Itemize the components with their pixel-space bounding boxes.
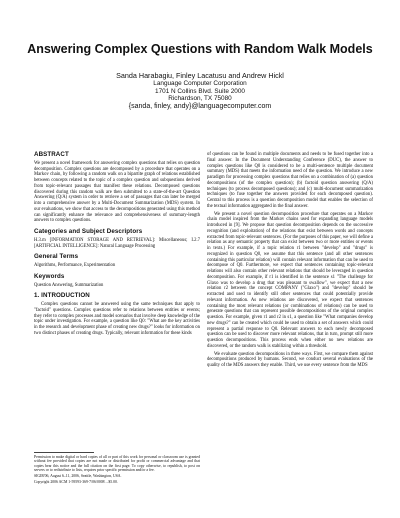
conference-text: SIGIR'06, August 6–11, 2006, Seattle, Washington, USA.: [34, 474, 122, 479]
author-names: Sanda Harabagiu, Finley Lacatusu and Andrew Hickl: [116, 71, 284, 80]
permission-text: Permission to make digital or hard copies of all or part of this work for personal or classroom use is granted without fee provided that copies are not made or distributed for profit or commercial advantage and that copies bear this notice and the full citation on the first page. To copy otherwise, to republish, to post on servers or to redistribute to lists, requires prior specific permission and/or a fee.: [34, 455, 200, 473]
address-line-1: 1701 N Collins Blvd. Suite 2000: [155, 87, 245, 95]
general-terms-heading: General Terms: [34, 253, 79, 261]
copyright-text: Copyright 2006 ACM 1-59593-369-7/06/0008 ...$5.00.: [34, 480, 118, 485]
author-block: [20, 72, 380, 110]
keywords-heading: Keywords: [34, 272, 65, 280]
paper-title: Answering Complex Questions with Random Walk Models: [27, 42, 373, 56]
paragraph-1: of questions can be found in multiple documents and needs to be fused together into a final answer. In the Document Understanding Conference (DUC), the answer to complex questions like Q0 is considered to be a multi-sentence multiple document summary (MDS) that meets the information need of the question. We introduce a new paradigm for processing complex questions that relies on a combination of (a) question decompositions (of the complex question); (b) factoid question answering (Q/A) techniques (to process decomposed questions); and (c) multi-document summarization techniques (to fuse together the answers provided for each decomposed question). Central to this process is a question decomposition model that enables the selection of the textual information aggregated in the final answer.: [207, 152, 373, 209]
author-email: {sanda, finley, andy}@languagecomputer.com: [128, 103, 272, 111]
address-line-2: Richardson, TX 75080: [168, 94, 232, 102]
footnote-rule: [34, 452, 94, 453]
paragraph-3: We evaluate question decompositions in three ways. First, we compare them against decompositions produced by humans. Second, we conduct several evaluations of the quality of the MDS answers they enable. Third, we use every sentence from the MDS: [207, 351, 373, 368]
abstract-text: We present a novel framework for answering complex questions that relies on question decomposition. Complex questions are decomposed by a procedure that operates on a Markov chain, by following a random walk on a bipartite graph of relations established between concepts related to the topic of a complex question and subquestions derived from topic-relevant passages that manifest these relations. Decomposed questions discovered during this random walk are then submitted to a state-of-the-art Question Answering (Q/A) system in order to retrieve a set of passages that can later be merged into a comprehensive answer by a Multi-Document Summarization (MDS) system. In our evaluations, we show that access to the decompositions generated using this method can significantly enhance the relevance and comprehensiveness of summary-length answers to complex questions.: [34, 160, 200, 224]
introduction-heading: 1. INTRODUCTION: [34, 292, 90, 300]
categories-text: H.3.m [INFORMATION STORAGE AND RETRIEVAL]: Miscellaneous; I.2.7 [ARTIFICIAL INTELLIGENCE]: Natural Language Processing: [34, 237, 200, 249]
introduction-text: Complex questions cannot be answered using the same techniques that apply to "factoid" questions. Complex questions refer to relations between entities or events; they refer to complex processes and model scenarios that involve deep knowledge of the topic under investigation. For example, a question like Q0: "What are the key activities in the research and development phase of creating new drugs?" looks for information on two distinct phases of creating drugs. Typically, relevant information for these kinds: [34, 302, 200, 336]
categories-heading: Categories and Subject Descriptors: [34, 228, 143, 235]
affiliation: Language Computer Corporation: [153, 80, 247, 88]
left-column: [34, 152, 200, 339]
permission-footnote: [34, 452, 200, 486]
abstract-heading: ABSTRACT: [34, 151, 69, 158]
general-terms-text: Algorithms, Performance, Experimentation: [34, 263, 116, 268]
paragraph-2: We present a novel question decomposition procedure that operates on a Markov chain model inspired from the Markov chains used for expanding language models introduced in [9]. We propose that question decomposition depends on the successive recognition (and exploitation) of the relations that exist between words and concepts extracted from topic-relevant sentences. (For the purposes of this paper, we will define a relation as any semantic property that can exist between two or more entities or events in texts.) For example, if a topic relation r1 between "develop" and "drugs" is recognized in question Q0, we assume that this sentence (and all other sentences containing this particular relation) will contain relevant information that can be used to decompose of Q0. Furthermore, we expect that sentences containing topic-relevant relations will also contain other relevant relations that should be leveraged in question decomposition. For example, if r1 is identified in the sentence s1 "The challenge for Glaxo was to develop a drug that was pleasant to swallow", we expect that a new relation r2 between the concept COMPANY ("Glaxo") and "develop" should be extracted and used to identify still other sentences that could potentially provide relevant information. As new relations are discovered, we expect that sentences containing the most relevant relations (or combinations of relations) can be used to generate questions that can represent possible decompositions of the original complex question. For example, given r1 and r2 in s1, a question like "What companies develop new drugs?" can be created which could be used to obtain a set of answers which could represent a partial response to Q0. Relevant answers to each newly decomposed question can be used to discover more relevant relations, that in turn, prompt still more question decompositions. This process ends when either no new relations are discovered, or the random walk is stabilizing within a threshold.: [207, 211, 373, 349]
keywords-text: Question Answering, Summarization: [34, 282, 104, 288]
right-column: [207, 152, 373, 371]
